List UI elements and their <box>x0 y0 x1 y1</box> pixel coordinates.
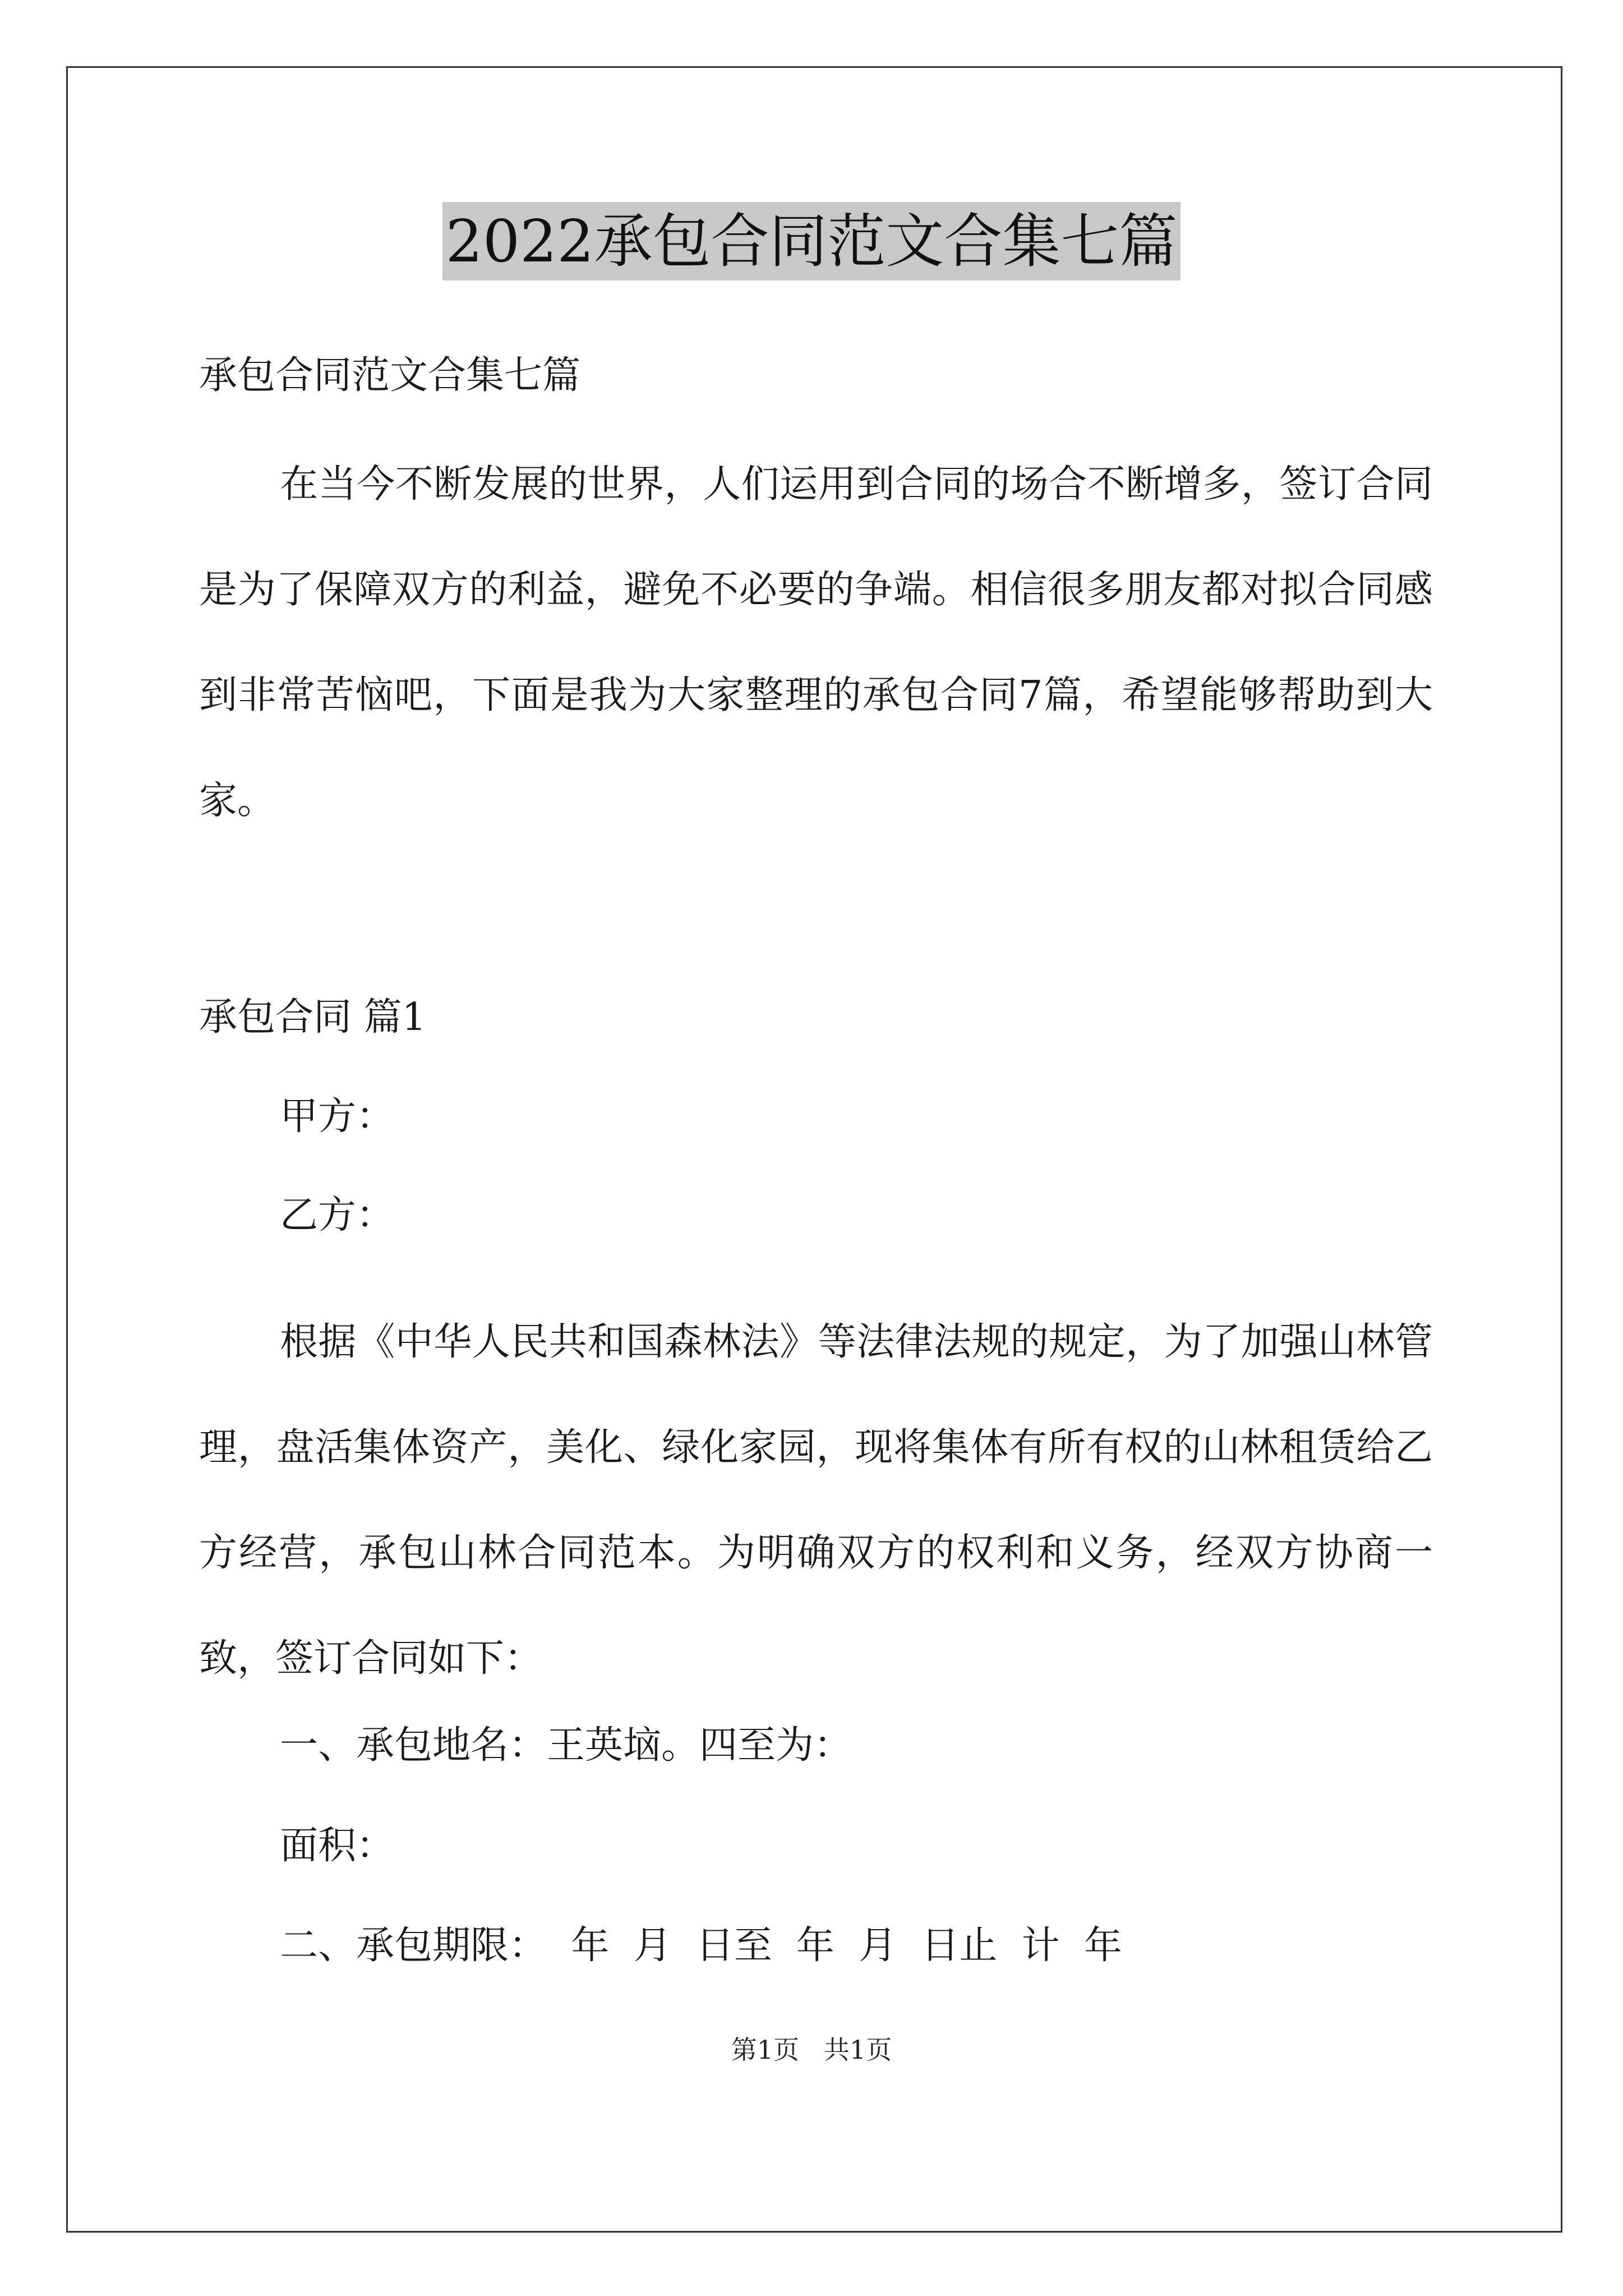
clause-item-2: 二、承包期限： 年 月 日至 年 月 日止 计 年 <box>280 1924 1122 1968</box>
party-a-label: 甲方： <box>280 1094 395 1139</box>
section-heading: 承包合同 篇1 <box>199 995 426 1039</box>
area-label: 面积： <box>280 1824 395 1868</box>
clause-item-1: 一、承包地名：王英垴。四至为： <box>280 1723 852 1768</box>
intro-paragraph: 在当今不断发展的世界，人们运用到合同的场合不断增多，签订合同是为了保障双方的利益，避免不必要的争端。相信很多朋友都对拟合同感到非常苦恼吧，下面是我为大家整理的承包合同7篇，希望能够帮助到大家。 <box>199 462 1433 823</box>
page-footer: 第1页 共1页 <box>731 2035 892 2065</box>
clause-intro-paragraph: 根据《中华人民共和国森林法》等法律法规的规定，为了加强山林管理，盘活集体资产，美化、绿化家园，现将集体有所有权的山林租赁给乙方经营，承包山林合同范本。为明确双方的权利和义务，经双方协商一致，签订合同如下： <box>199 1320 1433 1681</box>
party-b-label: 乙方： <box>280 1193 395 1237</box>
document-title: 2022承包合同范文合集七篇 <box>442 202 1181 280</box>
title-container <box>0 202 1623 280</box>
document-subtitle: 承包合同范文合集七篇 <box>199 353 581 398</box>
